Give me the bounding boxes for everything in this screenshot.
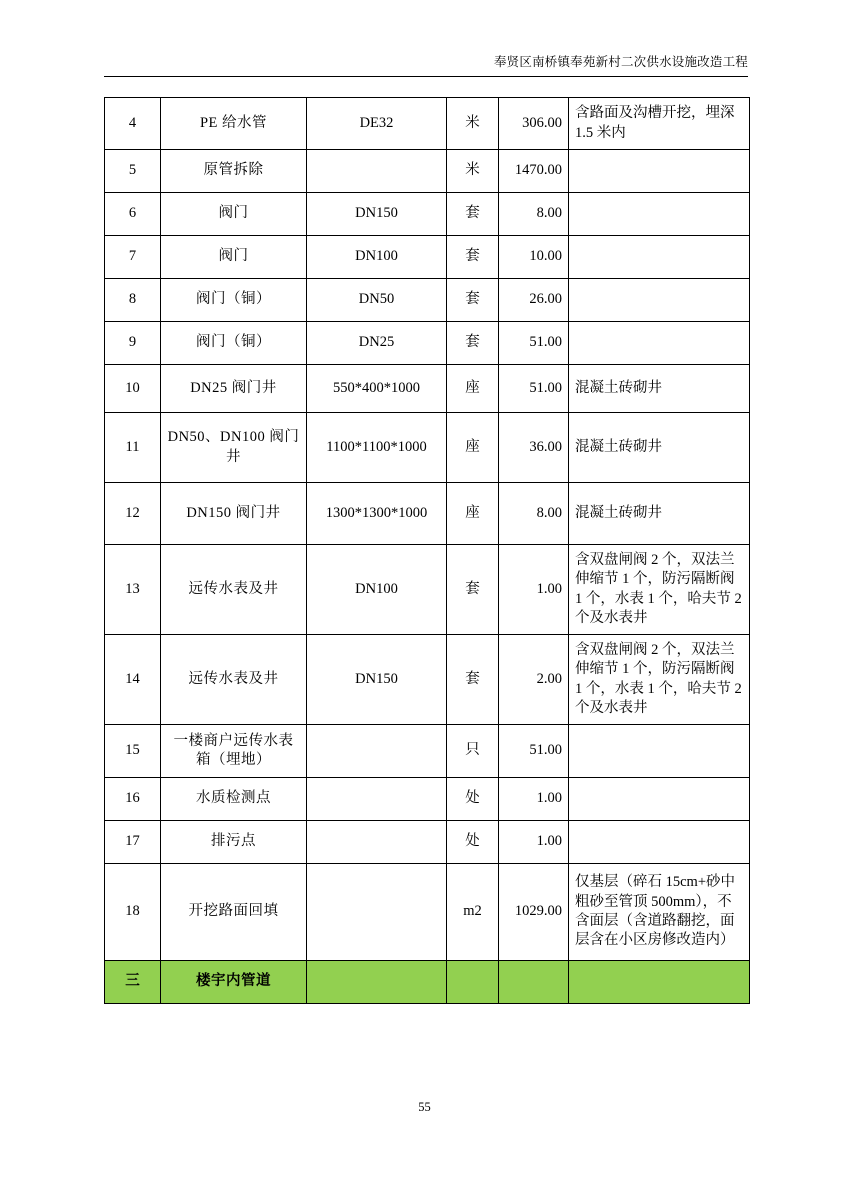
cell-unit: 套: [447, 193, 499, 236]
cell-item-name: 一楼商户远传水表箱（埋地）: [161, 725, 307, 778]
cell-quantity: 1.00: [499, 778, 569, 821]
table-row: [105, 150, 750, 193]
cell-remark: 混凝土砖砌井: [569, 413, 750, 483]
cell-item-name: 阀门（铜）: [161, 279, 307, 322]
cell-remark: [569, 279, 750, 322]
cell-item-number: 10: [105, 365, 161, 413]
table-row: [105, 635, 750, 725]
cell-item-number: 16: [105, 778, 161, 821]
cell-unit: 套: [447, 236, 499, 279]
cell-remark: 仅基层（碎石 15cm+砂中粗砂至管顶 500mm），不含面层（含道路翻挖，面层含在小区房修改造内）: [569, 864, 750, 961]
cell-remark: 混凝土砖砌井: [569, 483, 750, 545]
header-divider: [104, 76, 748, 77]
cell-unit: 米: [447, 150, 499, 193]
cell-specification: [307, 821, 447, 864]
cell-specification: [307, 961, 447, 1004]
table-row: [105, 545, 750, 635]
cell-remark: 含双盘闸阀 2 个，双法兰伸缩节 1 个，防污隔断阀 1 个，水表 1 个，哈夫节 2 个及水表井: [569, 545, 750, 635]
cell-item-number: 三: [105, 961, 161, 1004]
cell-item-name: 远传水表及井: [161, 545, 307, 635]
cell-quantity: 1.00: [499, 821, 569, 864]
cell-quantity: 1029.00: [499, 864, 569, 961]
cell-item-number: 14: [105, 635, 161, 725]
table-row: [105, 864, 750, 961]
cell-unit: 座: [447, 483, 499, 545]
cell-unit: 处: [447, 778, 499, 821]
cell-unit: 座: [447, 413, 499, 483]
table-row: [105, 193, 750, 236]
cell-remark: [569, 150, 750, 193]
cell-item-number: 13: [105, 545, 161, 635]
cell-item-name: 楼宇内管道: [161, 961, 307, 1004]
cell-unit: 处: [447, 821, 499, 864]
table-row: [105, 778, 750, 821]
cell-unit: [447, 961, 499, 1004]
cell-remark: [569, 778, 750, 821]
cell-item-number: 5: [105, 150, 161, 193]
cell-unit: m2: [447, 864, 499, 961]
table-row: [105, 483, 750, 545]
cell-quantity: 36.00: [499, 413, 569, 483]
cell-item-name: DN25 阀门井: [161, 365, 307, 413]
cell-item-number: 15: [105, 725, 161, 778]
cell-quantity: 10.00: [499, 236, 569, 279]
table-body: [105, 98, 750, 1004]
cell-quantity: 26.00: [499, 279, 569, 322]
cell-item-number: 8: [105, 279, 161, 322]
cell-unit: 套: [447, 545, 499, 635]
cell-unit: 套: [447, 279, 499, 322]
cell-item-name: 阀门: [161, 236, 307, 279]
cell-item-name: 排污点: [161, 821, 307, 864]
cell-unit: 只: [447, 725, 499, 778]
cell-remark: [569, 236, 750, 279]
table-row: [105, 725, 750, 778]
cell-item-number: 12: [105, 483, 161, 545]
cell-item-name: 水质检测点: [161, 778, 307, 821]
cell-remark: [569, 193, 750, 236]
cell-specification: DE32: [307, 98, 447, 150]
table-row: [105, 365, 750, 413]
cell-item-name: DN150 阀门井: [161, 483, 307, 545]
cell-quantity: 51.00: [499, 725, 569, 778]
cell-quantity: 51.00: [499, 365, 569, 413]
cell-remark: 混凝土砖砌井: [569, 365, 750, 413]
table-row: [105, 279, 750, 322]
cell-item-number: 11: [105, 413, 161, 483]
cell-specification: DN100: [307, 236, 447, 279]
page-header-title: 奉贤区南桥镇奉苑新村二次供水设施改造工程: [493, 55, 748, 69]
table-row: [105, 98, 750, 150]
cell-remark: [569, 961, 750, 1004]
cell-item-number: 6: [105, 193, 161, 236]
cell-unit: 米: [447, 98, 499, 150]
cell-item-name: 原管拆除: [161, 150, 307, 193]
cell-quantity: [499, 961, 569, 1004]
cell-specification: [307, 150, 447, 193]
cell-item-name: 阀门: [161, 193, 307, 236]
cell-specification: 550*400*1000: [307, 365, 447, 413]
cell-item-name: DN50、DN100 阀门井: [161, 413, 307, 483]
cell-quantity: 1470.00: [499, 150, 569, 193]
cell-quantity: 2.00: [499, 635, 569, 725]
cell-remark: [569, 725, 750, 778]
cell-specification: DN50: [307, 279, 447, 322]
cell-quantity: 1.00: [499, 545, 569, 635]
cell-item-name: 开挖路面回填: [161, 864, 307, 961]
cell-specification: 1300*1300*1000: [307, 483, 447, 545]
cell-specification: DN150: [307, 193, 447, 236]
table-row: [105, 322, 750, 365]
cell-specification: DN150: [307, 635, 447, 725]
cell-specification: [307, 864, 447, 961]
cell-specification: 1100*1100*1000: [307, 413, 447, 483]
cell-quantity: 8.00: [499, 193, 569, 236]
cell-quantity: 8.00: [499, 483, 569, 545]
cell-specification: [307, 778, 447, 821]
table-row: [105, 236, 750, 279]
table-row: [105, 961, 750, 1004]
bid-items-table-container: [104, 97, 749, 1004]
cell-quantity: 51.00: [499, 322, 569, 365]
cell-item-number: 4: [105, 98, 161, 150]
cell-item-number: 17: [105, 821, 161, 864]
cell-remark: 含双盘闸阀 2 个，双法兰伸缩节 1 个，防污隔断阀 1 个，水表 1 个，哈夫节 2 个及水表井: [569, 635, 750, 725]
page-number: 55: [418, 1100, 431, 1114]
cell-item-number: 18: [105, 864, 161, 961]
cell-item-name: 远传水表及井: [161, 635, 307, 725]
cell-remark: 含路面及沟槽开挖，埋深 1.5 米内: [569, 98, 750, 150]
cell-unit: 套: [447, 322, 499, 365]
cell-item-number: 7: [105, 236, 161, 279]
cell-unit: 套: [447, 635, 499, 725]
cell-item-name: PE 给水管: [161, 98, 307, 150]
cell-specification: DN100: [307, 545, 447, 635]
table-row: [105, 821, 750, 864]
cell-remark: [569, 322, 750, 365]
cell-unit: 座: [447, 365, 499, 413]
cell-item-number: 9: [105, 322, 161, 365]
bid-items-table: [104, 97, 750, 1004]
cell-specification: [307, 725, 447, 778]
cell-specification: DN25: [307, 322, 447, 365]
table-row: [105, 413, 750, 483]
cell-remark: [569, 821, 750, 864]
cell-quantity: 306.00: [499, 98, 569, 150]
cell-item-name: 阀门（铜）: [161, 322, 307, 365]
